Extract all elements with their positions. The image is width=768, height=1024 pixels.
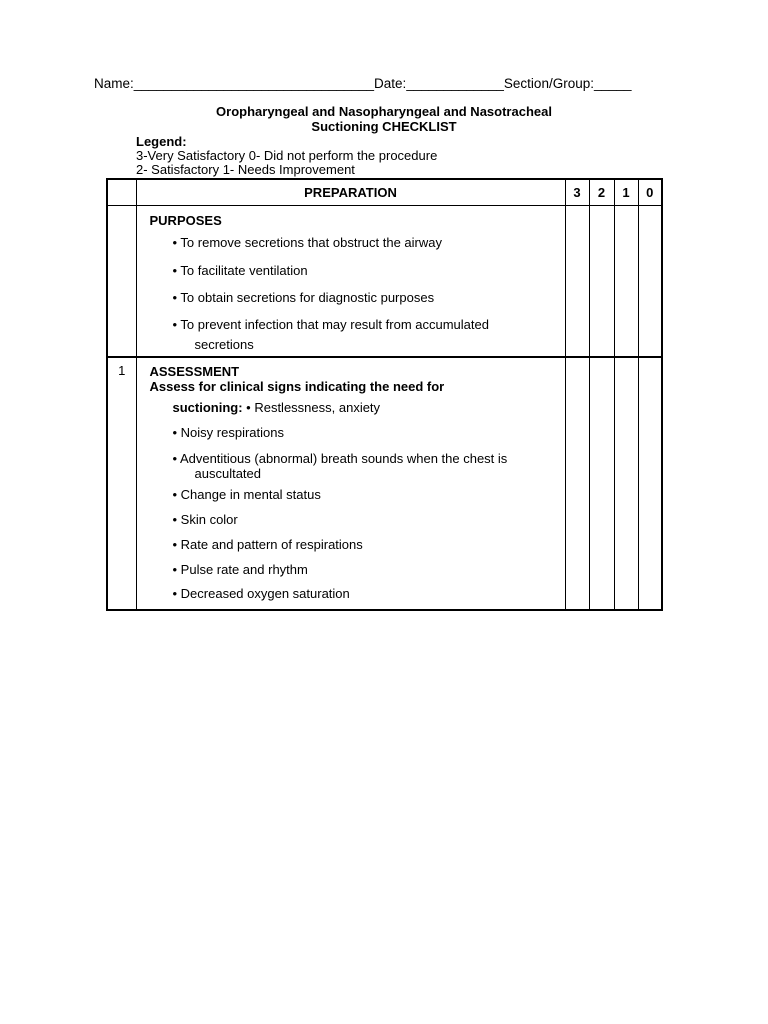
assessment-item: • Restlessness, anxiety: [242, 399, 381, 415]
assessment-item: • Noisy respirations: [172, 424, 284, 440]
legend: [136, 135, 437, 177]
purpose-item: • To facilitate ventilation: [172, 263, 308, 278]
preparation-heading: PREPARATION: [136, 179, 565, 206]
legend-line-1: 3-Very Satisfactory 0- Did not perform the procedure: [136, 148, 438, 163]
suctioning-label: suctioning:: [172, 399, 243, 415]
score-cell-0[interactable]: [638, 206, 662, 357]
score-cell-1[interactable]: [614, 357, 638, 610]
score-header-0: 0: [638, 179, 662, 206]
assessment-item: • Skin color: [172, 511, 238, 527]
assessment-first-line: [173, 399, 565, 417]
purposes-num: [107, 206, 136, 357]
assessment-subtitle: Assess for clinical signs indicating the need for: [149, 378, 445, 394]
date-label: Date:: [374, 76, 407, 91]
assessment-item-text: • Adventitious (abnormal) breath sounds when the chest is: [172, 450, 508, 466]
purpose-item: [173, 316, 565, 353]
score-header-2: 2: [589, 179, 614, 206]
purpose-item: • To remove secretions that obstruct the airway: [172, 235, 442, 250]
purpose-item: • To obtain secretions for diagnostic purposes: [172, 290, 435, 305]
section-field[interactable]: _____: [593, 76, 632, 91]
header-num-cell: [107, 179, 136, 206]
checklist-table: [106, 178, 663, 611]
assessment-item: • Decreased oxygen saturation: [172, 585, 350, 601]
assessment-item: • Pulse rate and rhythm: [172, 561, 308, 577]
section-label: Section/Group:: [503, 76, 594, 91]
document-title-line1: Oropharyngeal and Nasopharyngeal and Nasotracheal: [216, 104, 552, 119]
legend-line-2: 2- Satisfactory 1- Needs Improvement: [136, 162, 355, 177]
date-field[interactable]: _____________: [406, 76, 504, 91]
purpose-item-text: • To prevent infection that may result from accumulated: [172, 317, 489, 332]
assessment-item: • Rate and pattern of respirations: [172, 536, 363, 552]
name-label: Name:: [94, 76, 134, 91]
score-header-3: 3: [565, 179, 589, 206]
purposes-content: [136, 206, 565, 357]
score-cell-3[interactable]: [565, 357, 589, 610]
document-title-line2: Suctioning CHECKLIST: [311, 119, 457, 134]
purpose-item-continuation: secretions: [194, 337, 254, 352]
score-cell-3[interactable]: [565, 206, 589, 357]
score-cell-2[interactable]: [589, 206, 614, 357]
assessment-item-continuation: auscultated: [194, 465, 261, 481]
assessment-item: • Change in mental status: [172, 486, 321, 502]
purposes-row: [107, 206, 662, 357]
assessment-title: ASSESSMENT: [149, 363, 240, 379]
score-cell-2[interactable]: [589, 357, 614, 610]
purposes-title: PURPOSES: [149, 213, 222, 228]
score-header-1: 1: [614, 179, 638, 206]
assessment-num: 1: [107, 357, 136, 610]
table-header-row: [107, 179, 662, 206]
score-cell-0[interactable]: [638, 357, 662, 610]
legend-title: Legend:: [136, 134, 187, 149]
header-fields: [94, 76, 654, 91]
score-cell-1[interactable]: [614, 206, 638, 357]
assessment-item: [173, 450, 565, 482]
assessment-row: [107, 357, 662, 610]
name-field[interactable]: ________________________________: [133, 76, 375, 91]
assessment-content: [136, 357, 565, 610]
